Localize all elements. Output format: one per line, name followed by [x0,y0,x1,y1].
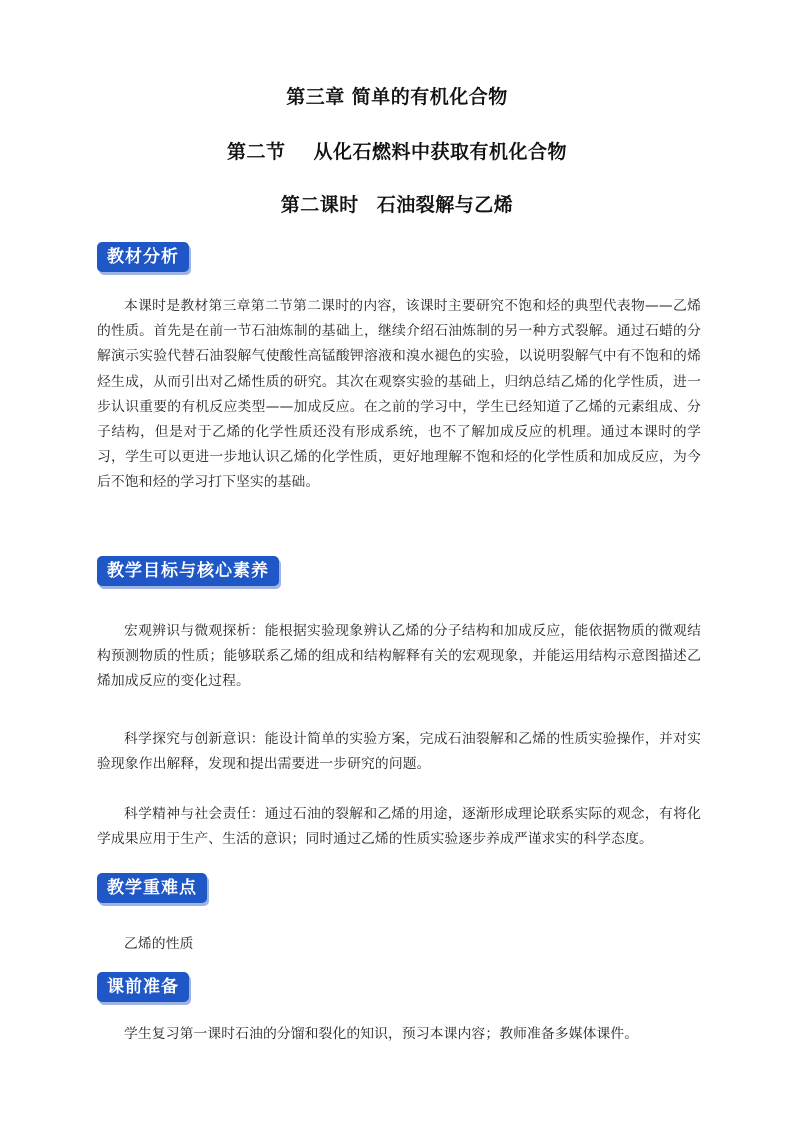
goal-item-macro-micro: 宏观辨识与微观探析：能根据实验现象辨认乙烯的分子结构和加成反应，能依据物质的微观结构预测物质的性质；能够联系乙烯的组成和结构解释有关的宏观现象，并能运用结构示意图描述乙烯加成反应的变化过程。 [97,623,701,690]
chapter-title [0,82,794,109]
section-title [0,137,794,164]
section-number: 第二节 [226,141,286,163]
textbook-analysis-paragraph: 本课时是教材第三章第二节第二课时的内容，该课时主要研究不饱和烃的典型代表物——乙烯的性质。首先是在前一节石油炼制的基础上，继续介绍石油炼制的另一种方式裂解。通过石蜡的分解演示实验代替石油裂解气使酸性高锰酸钾溶液和溴水褪色的实验，以说明裂解气中有不饱和的烯烃生成，从而引出对乙烯性质的研究。其次在观察实验的基础上，归纳总结乙烯的化学性质，进一步认识重要的有机反应类型——加成反应。在之前的学习中，学生已经知道了乙烯的元素组成、分子结构，但是对于乙烯的化学性质还没有形成系统，也不了解加成反应的机理。通过本课时的学习，学生可以更进一步地认识乙烯的化学性质，更好地理解不饱和烃的化学性质和加成反应，为今后不饱和烃的学习打下坚实的基础。 [97,298,701,491]
heading-key-difficult-points: 教学重难点 [97,873,207,903]
section-name: 从化石燃料中获取有机化合物 [313,141,568,163]
preparation-paragraph: 学生复习第一课时石油的分馏和裂化的知识，预习本课内容；教师准备多媒体课件。 [124,1026,639,1042]
heading-preparation: 课前准备 [97,972,189,1002]
chapter-title-text: 第三章 简单的有机化合物 [286,86,508,108]
goal-item-inquiry-innovation: 科学探究与创新意识：能设计简单的实验方案，完成石油裂解和乙烯的性质实验操作，并对实验现象作出解释，发现和提出需要进一步研究的问题。 [97,731,701,773]
lesson-name: 石油裂解与乙烯 [376,194,514,216]
heading-textbook-analysis: 教材分析 [97,242,189,272]
lesson-title [0,190,794,217]
key-points-paragraph: 乙烯的性质 [124,936,194,952]
heading-goals-core-literacy: 教学目标与核心素养 [97,556,279,586]
lesson-number: 第二课时 [280,194,359,216]
goal-item-science-society: 科学精神与社会责任：通过石油的裂解和乙烯的用途，逐渐形成理论联系实际的观念，有将化学成果应用于生产、生活的意识；同时通过乙烯的性质实验逐步养成严谨求实的科学态度。 [97,806,701,848]
